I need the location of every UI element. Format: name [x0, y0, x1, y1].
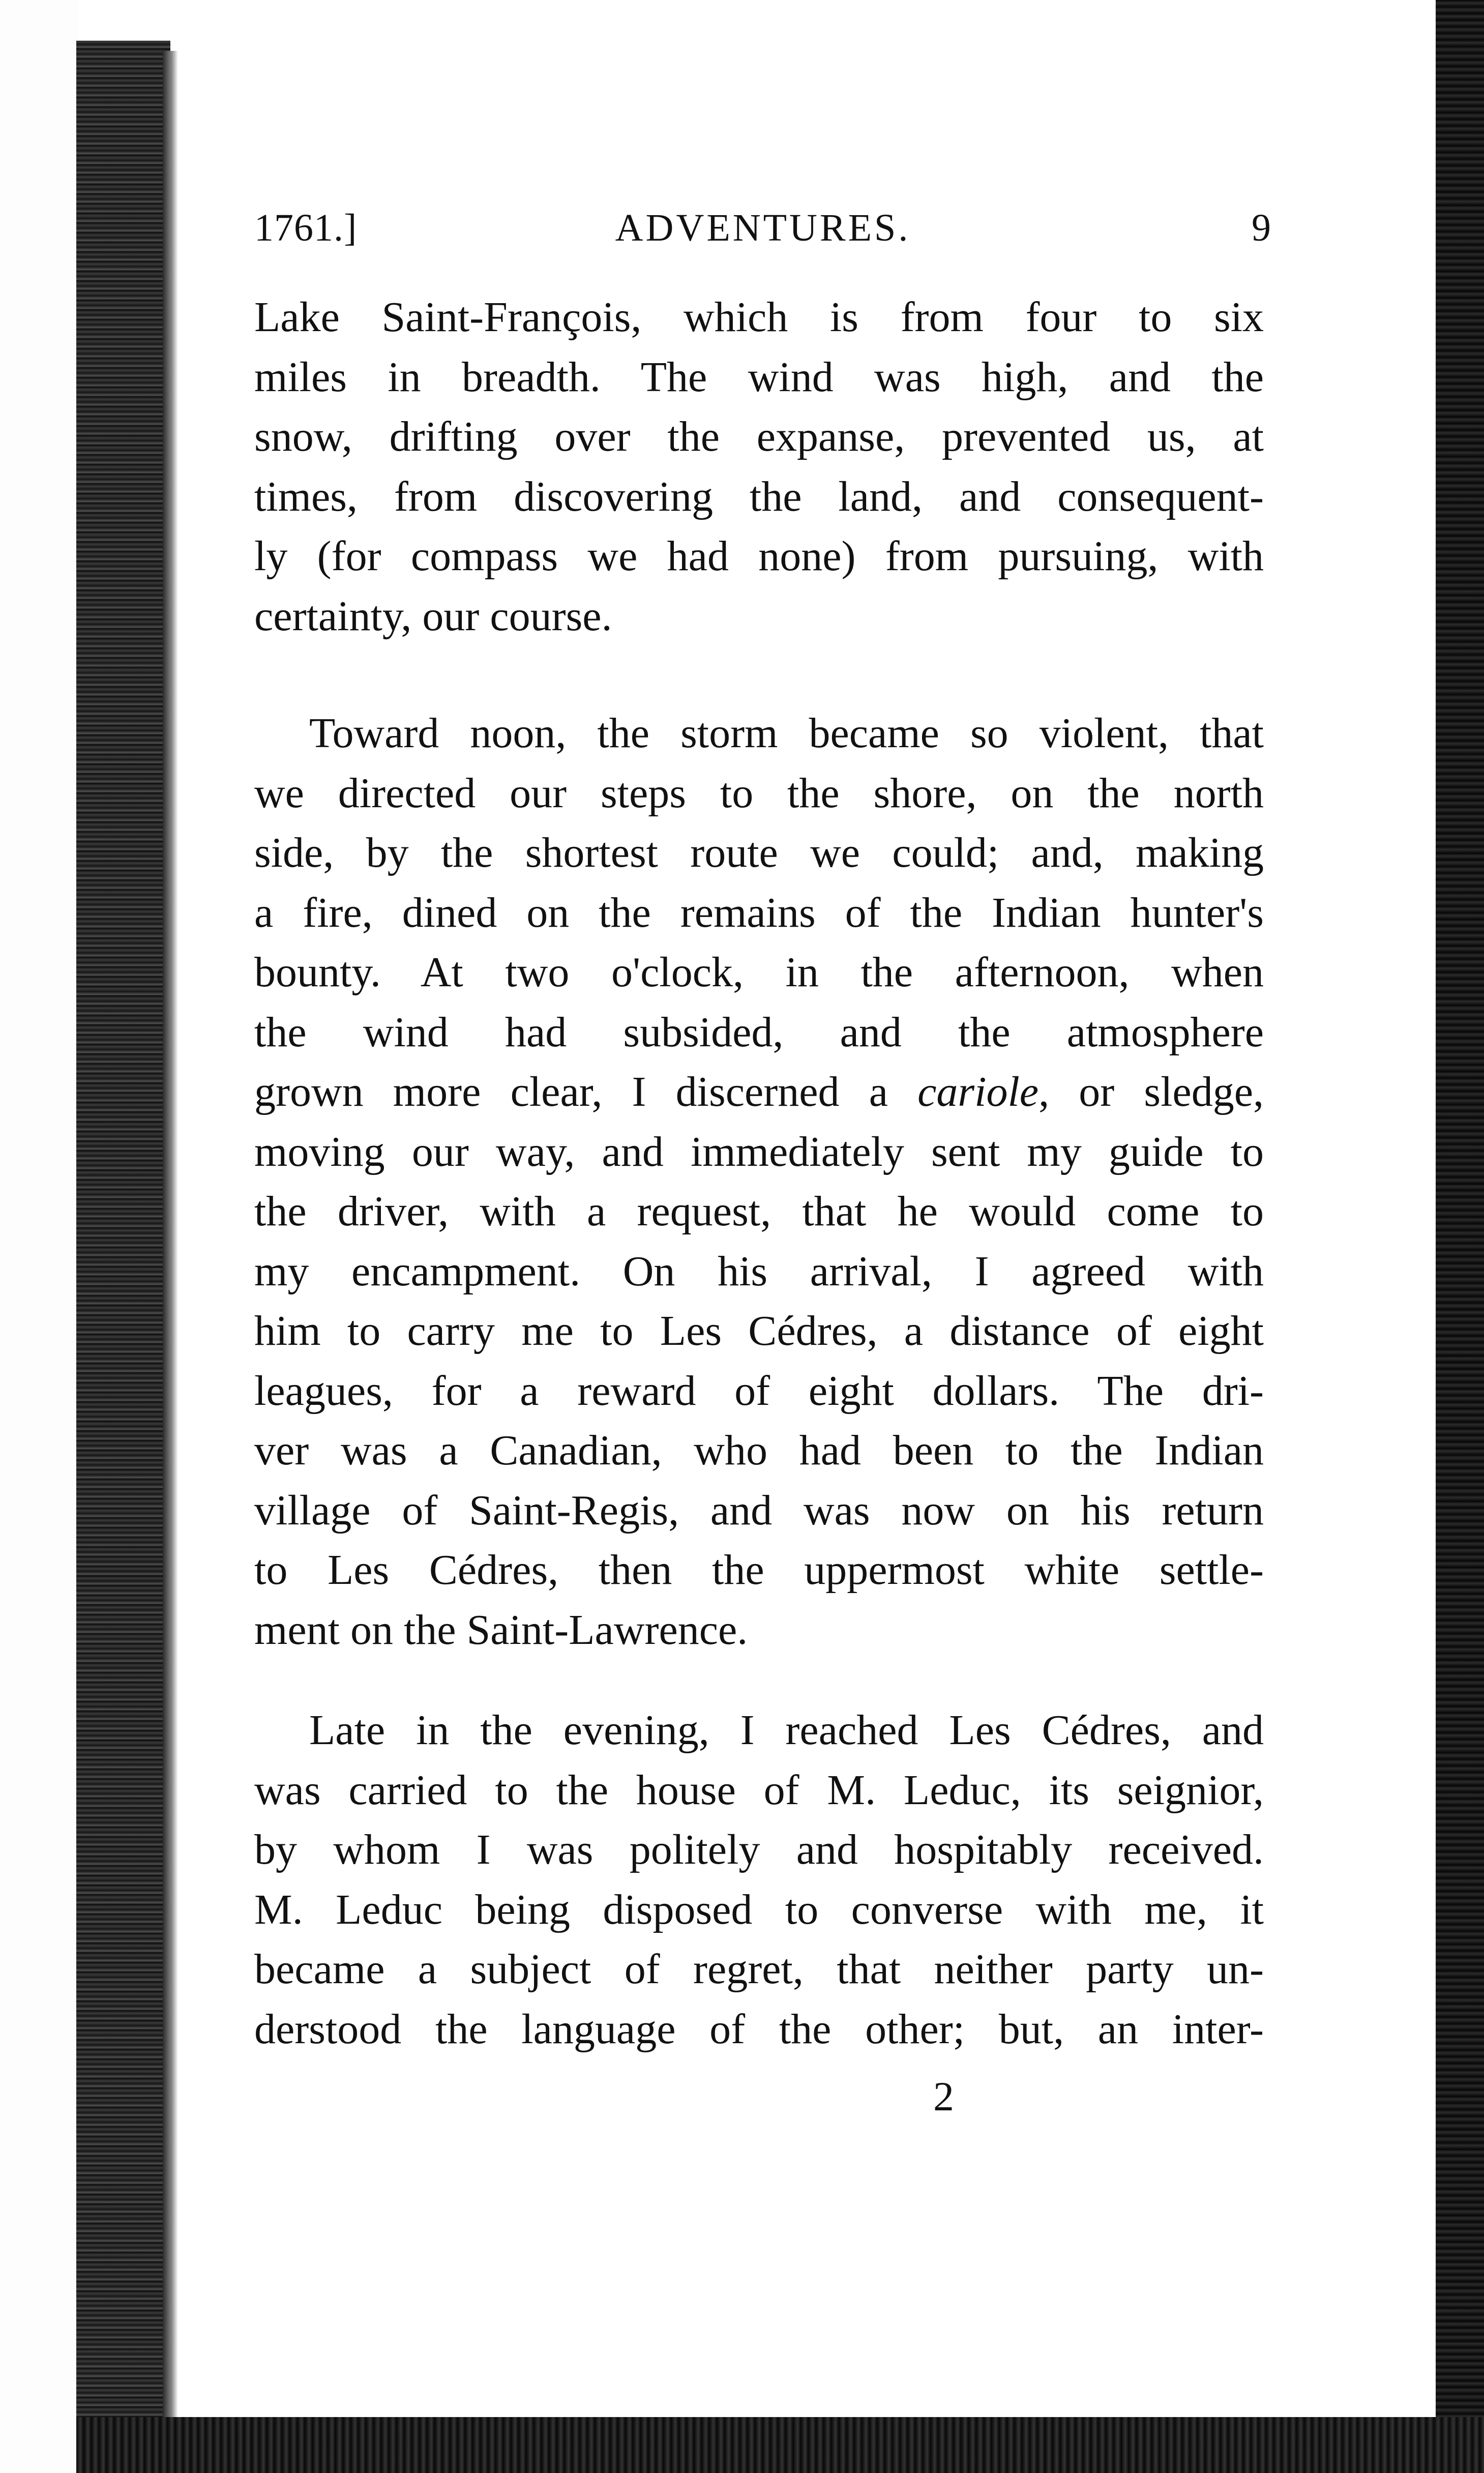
- header-year: 1761.]: [254, 207, 358, 249]
- text-line: by whom I was politely and hospitably received.: [254, 1826, 1264, 1873]
- text-line: times, from discovering the land, and consequent-: [254, 473, 1264, 520]
- text-line: M. Leduc being disposed to converse with me, it: [254, 1886, 1264, 1933]
- italic-word: cariole: [917, 1068, 1039, 1115]
- text-fragment: , or sledge,: [1038, 1068, 1264, 1115]
- text-line: the wind had subsided, and the atmosphere: [254, 1008, 1264, 1056]
- text-line: village of Saint-Regis, and was now on his return: [254, 1486, 1264, 1534]
- text-line: ver was a Canadian, who had been to the Indian: [254, 1427, 1264, 1474]
- book-binding: [76, 41, 170, 2441]
- header-title: ADVENTURES.: [615, 207, 911, 249]
- text-line: him to carry me to Les Cédres, a distance of eight: [254, 1307, 1264, 1355]
- text-line: derstood the language of the other; but, an inter-: [254, 2005, 1264, 2053]
- text-line: ment on the Saint-Lawrence.: [254, 1606, 748, 1654]
- text-line: miles in breadth. The wind was high, and the: [254, 353, 1264, 401]
- text-line: my encampment. On his arrival, I agreed with: [254, 1247, 1264, 1295]
- paragraph-3: [254, 1700, 1264, 2059]
- text-line: the driver, with a request, that he would come to: [254, 1188, 1264, 1235]
- text-line-with-italic: [254, 1062, 1264, 1122]
- page-number: 9: [1252, 207, 1271, 249]
- text-line: bounty. At two o'clock, in the afternoon, when: [254, 949, 1264, 996]
- paragraph-2: [254, 703, 1264, 1660]
- scan-frame-bottom: [76, 2417, 1484, 2473]
- text-line: a fire, dined on the remains of the Indian hunter's: [254, 889, 1264, 936]
- paragraph-1: [254, 287, 1264, 646]
- scan-frame-right: [1436, 0, 1484, 2473]
- page-margin-left: [0, 0, 79, 2473]
- text-line: moving our way, and immediately sent my guide to: [254, 1128, 1264, 1175]
- text-line: certainty, our course.: [254, 592, 612, 640]
- text-line: Lake Saint-François, which is from four to six: [254, 293, 1264, 341]
- running-head: [254, 201, 1271, 262]
- text-line: side, by the shortest route we could; and, making: [254, 829, 1264, 876]
- binding-edge-shadow: [163, 51, 178, 2441]
- text-line: Late in the evening, I reached Les Cédres, and: [309, 1706, 1264, 1754]
- text-line: snow, drifting over the expanse, prevented us, at: [254, 413, 1264, 460]
- text-line: we directed our steps to the shore, on the north: [254, 769, 1264, 817]
- text-line: to Les Cédres, then the uppermost white settle-: [254, 1546, 1264, 1594]
- signature-mark: 2: [933, 2073, 954, 2119]
- text-line: ly (for compass we had none) from pursuing, with: [254, 533, 1264, 580]
- text-line: was carried to the house of M. Leduc, its seignior,: [254, 1766, 1264, 1814]
- text-fragment: grown more clear, I discerned a: [254, 1068, 918, 1115]
- text-line: leagues, for a reward of eight dollars. The dri-: [254, 1367, 1264, 1415]
- text-line: became a subject of regret, that neither party un-: [254, 1946, 1264, 1993]
- text-line: Toward noon, the storm became so violent, that: [309, 710, 1264, 757]
